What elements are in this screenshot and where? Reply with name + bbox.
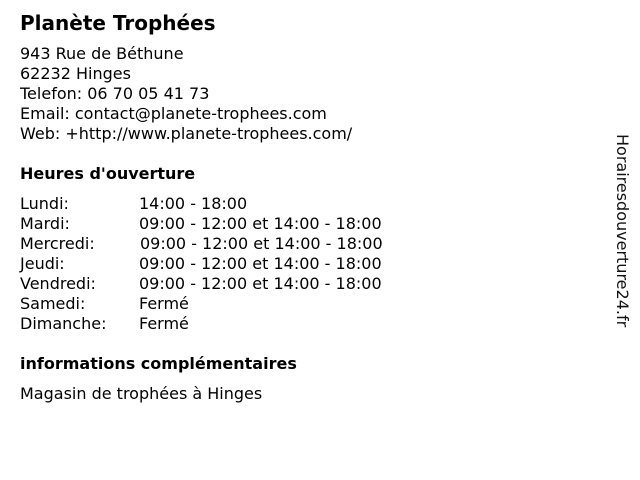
hours-day-label: Lundi: [20, 194, 69, 213]
hours-time-value: 09:00 - 12:00 et 14:00 - 18:00 [139, 254, 382, 273]
business-contact-block [20, 44, 352, 144]
hours-day-label: Samedi: [20, 294, 86, 313]
hours-row-monday [20, 194, 440, 214]
hours-row-thursday [20, 254, 440, 274]
hours-time-value: 09:00 - 12:00 et 14:00 - 18:00 [139, 274, 382, 293]
hours-day-label: Mardi: [20, 214, 70, 233]
hours-time-value: Fermé [139, 314, 189, 333]
hours-day-label: Mercredi: [20, 234, 95, 253]
opening-hours-table [20, 194, 440, 334]
opening-hours-heading: Heures d'ouverture [20, 164, 196, 183]
hours-row-wednesday [20, 234, 440, 254]
postcode-city: 62232 Hinges [20, 64, 131, 83]
additional-info-heading: informations complémentaires [20, 354, 297, 373]
hours-time-value: 09:00 - 12:00 et 14:00 - 18:00 [139, 214, 382, 233]
additional-info-text: Magasin de trophées à Hinges [20, 384, 263, 403]
address-line: 943 Rue de Béthune [20, 44, 184, 63]
hours-time-value: 09:00 - 12:00 et 14:00 - 18:00 [140, 234, 383, 253]
hours-day-label: Jeudi: [20, 254, 65, 273]
hours-time-value: 14:00 - 18:00 [139, 194, 248, 213]
hours-row-sunday [20, 314, 440, 334]
phone-text: Telefon: 06 70 05 41 73 [20, 84, 210, 103]
email-text: Email: contact@planete-trophees.com [20, 104, 327, 123]
hours-row-saturday [20, 294, 440, 314]
hours-row-friday [20, 274, 440, 294]
website-text: Web: +http://www.planete-trophees.com/ [20, 124, 353, 143]
business-name: Planète Trophées [20, 11, 216, 35]
hours-day-label: Vendredi: [20, 274, 96, 293]
hours-day-label: Dimanche: [20, 314, 107, 333]
site-watermark: Horairesdouverture24.fr [613, 134, 632, 328]
hours-row-tuesday [20, 214, 440, 234]
hours-time-value: Fermé [139, 294, 189, 313]
